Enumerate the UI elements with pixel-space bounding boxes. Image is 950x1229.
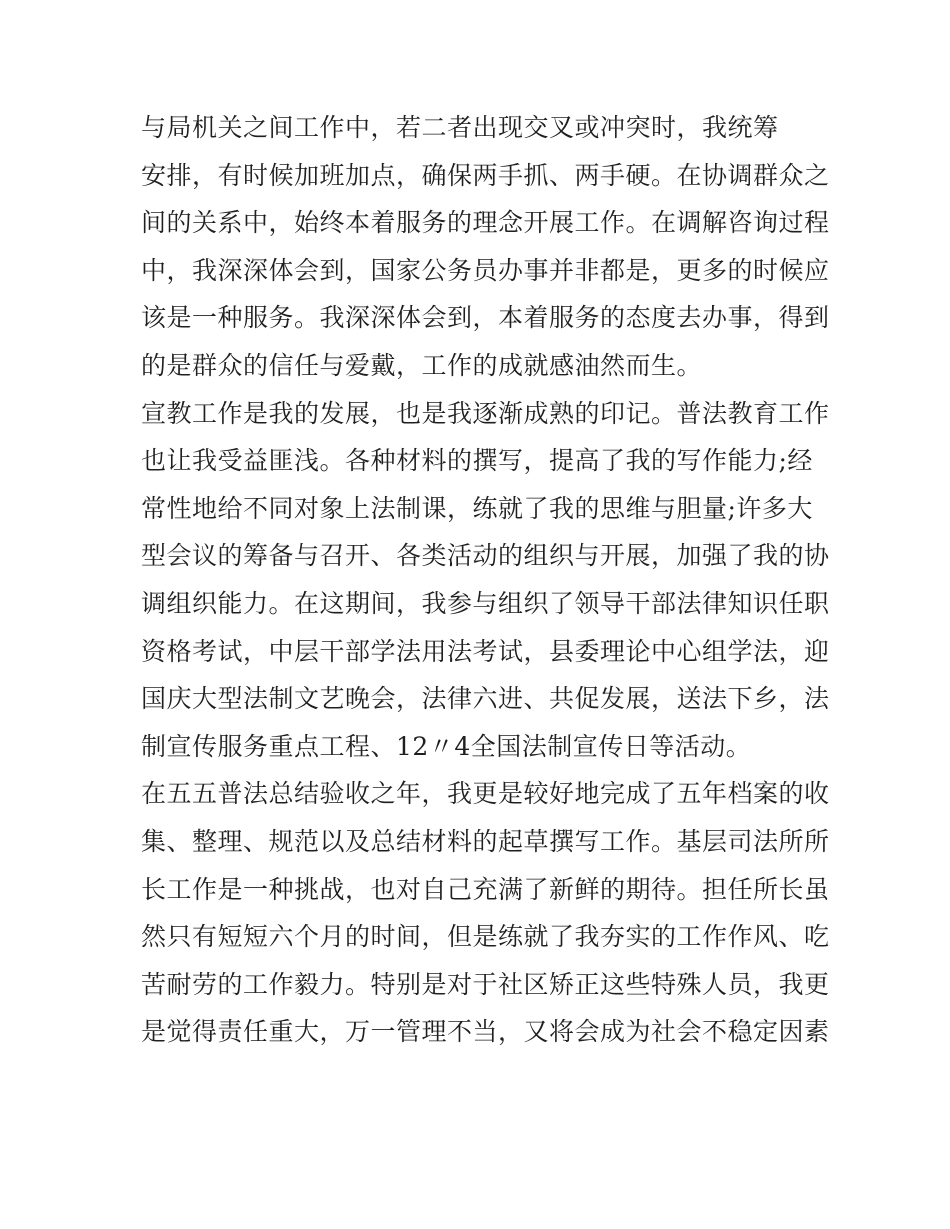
text-line-8: 也让我受益匪浅。各种材料的撰写，提高了我的写作能力;经 [141,446,813,476]
text-line-4: 中，我深深体会到，国家公务员办事并非都是，更多的时候应 [141,255,830,285]
text-line-17: 长工作是一种挑战，也对自己充满了新鲜的期待。担任所长虽 [141,874,830,904]
text-line-13: 国庆大型法制文艺晚会，法律六进、共促发展，送法下乡，法 [141,684,830,714]
text-line-19: 苦耐劳的工作毅力。特别是对于社区矫正这些特殊人员，我更 [141,969,830,999]
text-line-2: 安排，有时候加班加点，确保两手抓、两手硬。在协调群众之 [141,160,830,190]
text-line-5: 该是一种服务。我深深体会到，本着服务的态度去办事，得到 [141,303,830,333]
text-line-18: 然只有短短六个月的时间，但是练就了我夯实的工作作风、吃 [141,922,830,952]
text-line-3: 间的关系中，始终本着服务的理念开展工作。在调解咨询过程 [141,208,830,238]
text-line-15: 在五五普法总结验收之年，我更是较好地完成了五年档案的收 [141,779,830,809]
text-line-1: 与局机关之间工作中，若二者出现交叉或冲突时，我统筹 [141,113,779,142]
text-line-6: 的是群众的信任与爱戴，工作的成就感油然而生。 [141,350,703,380]
text-line-16: 集、整理、规范以及总结材料的起草撰写工作。基层司法所所 [141,826,830,856]
body-text [141,104,830,1056]
text-line-14: 制宣传服务重点工程、12〃4全国法制宣传日等活动。 [141,731,752,761]
text-line-7: 宣教工作是我的发展，也是我逐渐成熟的印记。普法教育工作 [141,398,830,428]
text-line-11: 调组织能力。在这期间，我参与组织了领导干部法律知识任职 [141,588,830,618]
text-line-9: 常性地给不同对象上法制课，练就了我的思维与胆量;许多大 [141,493,813,523]
text-line-20: 是觉得责任重大，万一管理不当，又将会成为社会不稳定因素 [141,1017,830,1047]
text-line-12: 资格考试，中层干部学法用法考试，县委理论中心组学法，迎 [141,636,830,666]
text-line-10: 型会议的筹备与召开、各类活动的组织与开展，加强了我的协 [141,541,830,571]
